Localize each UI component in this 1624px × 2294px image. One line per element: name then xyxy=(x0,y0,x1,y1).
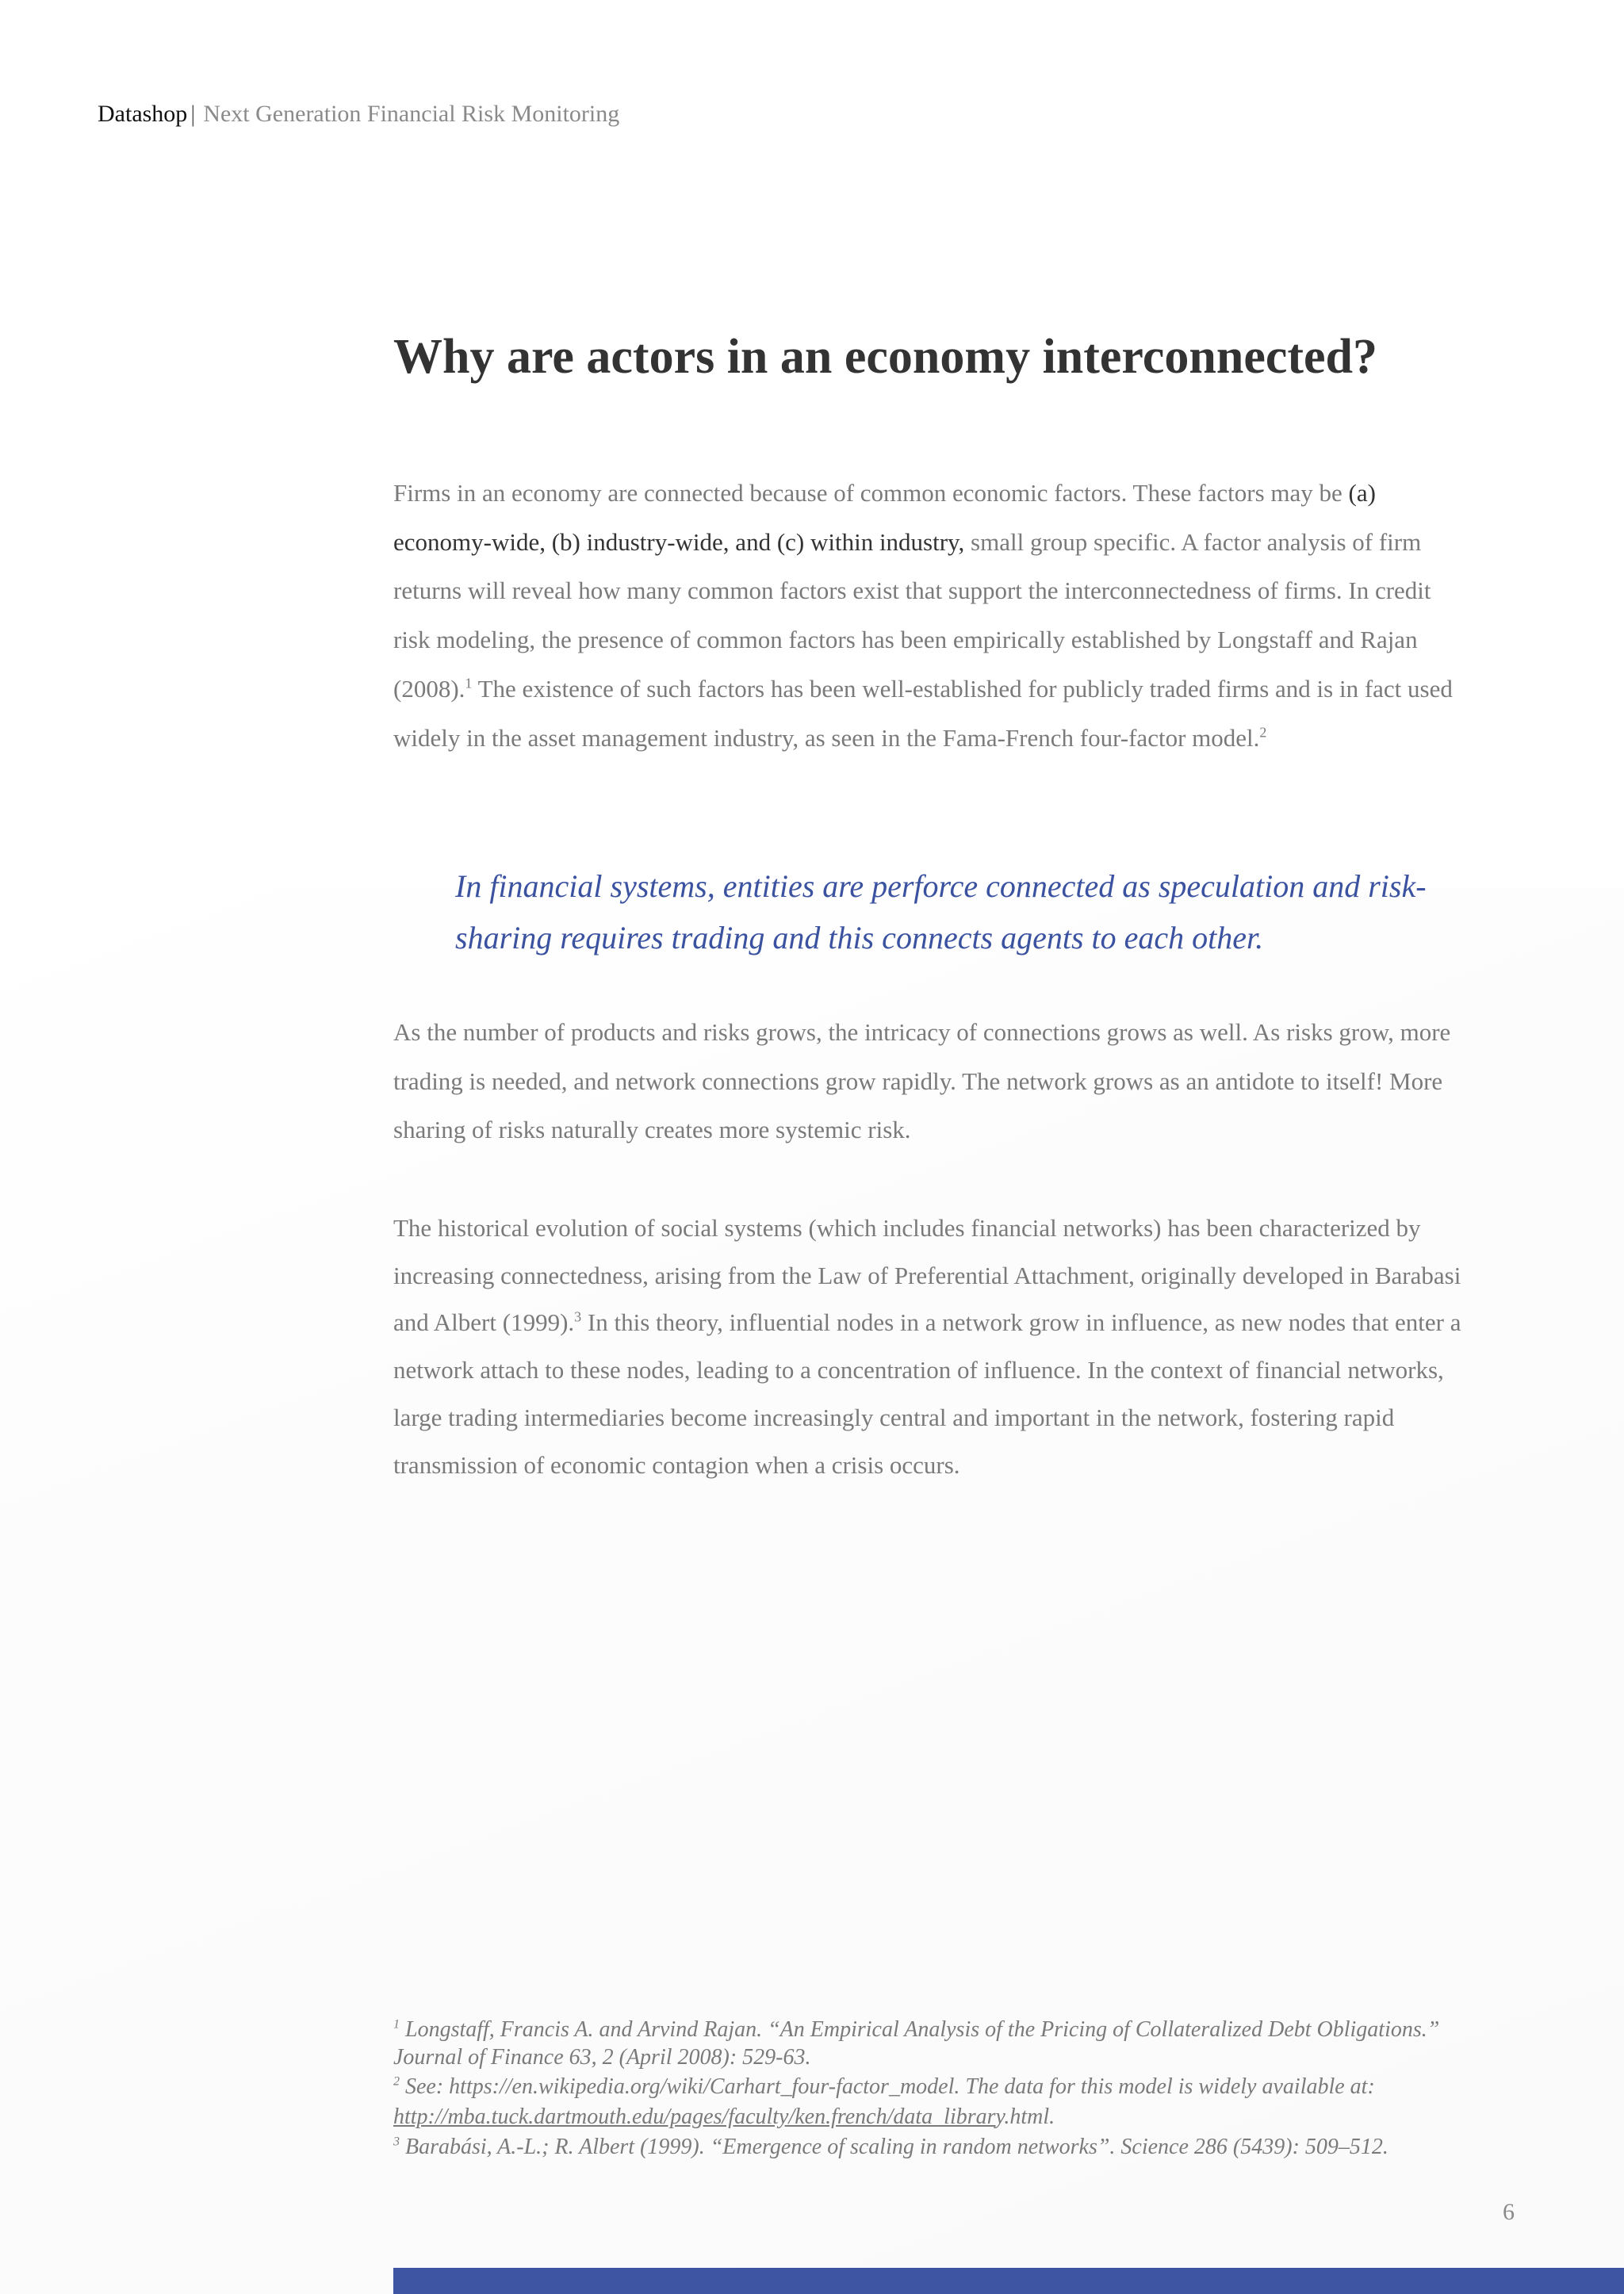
footnote-3-text: Barabási, A.-L.; R. Albert (1999). “Emergence of scaling in random networks”. Science 286 (5439): 509–512. xyxy=(400,2135,1388,2159)
footnote-2-text: See: https://en.wikipedia.org/wiki/Carhart_four-factor_model. The data for this model is widely available at: xyxy=(400,2074,1375,2099)
footnote-2-marker: 2 xyxy=(393,2074,400,2089)
footnote-1-source: Journal of Finance 63, 2 (April 2008): 529-63. xyxy=(393,2045,811,2070)
footer-accent-bar xyxy=(393,2268,1624,2294)
paragraph-network-growth: As the number of products and risks grows, the intricacy of connections grows as well. As risks grow, more trading is needed, and network connections grow rapidly. The network grows as an antidote to itself! More sharing of risks naturally creates more systemic risk. xyxy=(393,1018,1451,1144)
running-header xyxy=(98,98,619,130)
paragraph-1-tail: The existence of such factors has been well-established for publicly traded firms and is in fact used widely in the asset management industry, as seen in the Fama-French four-factor model. xyxy=(393,674,1453,752)
pull-quote: In financial systems, entities are perforce connected as speculation and risk-sharing requires trading and this connects agents to each other. xyxy=(455,868,1427,956)
paragraph-1-categories: (a) economy-wide, (b) industry-wide, and (c) within industry, xyxy=(393,479,1376,556)
footnote-1-marker: 1 xyxy=(393,2017,400,2032)
footnotes xyxy=(393,2016,1519,2162)
paragraph-1-body: small group specific. A factor analysis of firm returns will reveal how many common factors exist that support the interconnectedness of firms. In credit risk modeling, the presence of common factors has been empirically established by Longstaff and Rajan (2008). xyxy=(393,527,1431,703)
footnote-2-link-suffix: y.html. xyxy=(995,2104,1055,2129)
footnote-1 xyxy=(393,2016,1519,2043)
footnote-2 xyxy=(393,2072,1519,2132)
footnote-ref-1: 1 xyxy=(465,675,473,691)
footnote-ref-3: 3 xyxy=(574,1309,582,1326)
paragraph-common-factors xyxy=(393,469,1472,762)
paragraph-3-lead: The historical evolution of social systems (which includes financial networks) has been characterized by increasing connectedness, arising from the Law of Preferential Attachment, originally developed in Barabasi and Albert (1999). xyxy=(393,1214,1461,1337)
header-brand: Datashop xyxy=(98,101,188,127)
paragraph-preferential-attachment xyxy=(393,1204,1472,1488)
header-separator: | xyxy=(190,101,196,127)
footnote-1-text: Longstaff, Francis A. and Arvind Rajan. “An Empirical Analysis of the Pricing of Collateralized Debt Obligations.” xyxy=(400,2017,1440,2042)
header-subtitle: Next Generation Financial Risk Monitoring xyxy=(203,101,620,127)
page-title: Why are actors in an economy interconnected? xyxy=(393,330,1377,384)
paragraph-1-lead: Firms in an economy are connected because of common economic factors. These factors may be xyxy=(393,479,1349,507)
footnote-ref-2: 2 xyxy=(1259,724,1267,741)
footnote-3 xyxy=(393,2132,1519,2162)
page-number: 6 xyxy=(1503,2199,1515,2225)
paragraph-3-tail: In this theory, influential nodes in a network grow in influence, as new nodes that enter a network attach to these nodes, leading to a concentration of influence. In the context of financial networks, large trading intermediaries become increasingly central and important in the network, fostering rapid transmission of economic contagion when a crisis occurs. xyxy=(393,1308,1461,1479)
footnote-3-marker: 3 xyxy=(393,2135,400,2149)
footnote-2-link[interactable]: http://mba.tuck.dartmouth.edu/pages/faculty/ken.french/data_librar xyxy=(393,2104,996,2129)
